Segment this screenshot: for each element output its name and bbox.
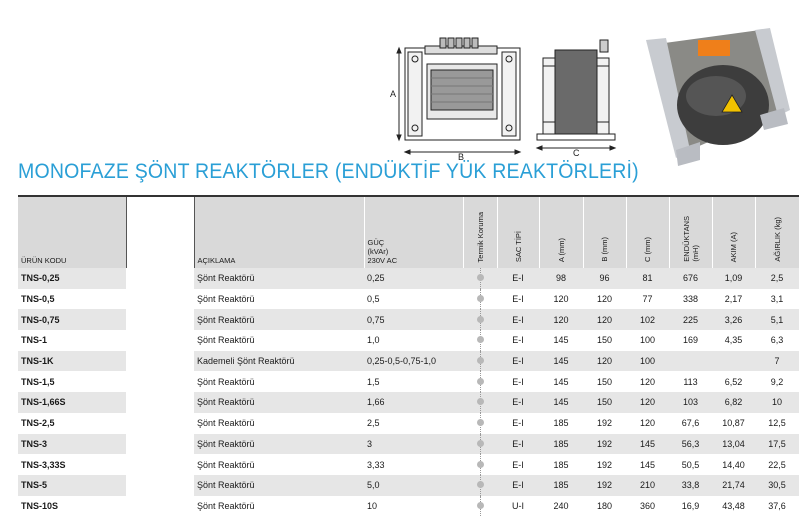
power-cell: 0,5 xyxy=(367,294,380,305)
description-cell: Şönt Reaktörü xyxy=(194,268,364,289)
dimension-a-cell: 185 xyxy=(539,475,583,496)
table-row xyxy=(18,371,811,392)
inductance-cell: 16,9 xyxy=(681,500,700,511)
thermal-protection-cell xyxy=(463,289,497,310)
header-a: A (mm) xyxy=(539,196,583,268)
header-desc: AÇIKLAMA xyxy=(194,196,364,268)
spacer-cell xyxy=(126,371,194,392)
inductance-cell: 169 xyxy=(682,335,699,346)
power-cell: 0,25-0,5-0,75-1,0 xyxy=(364,351,463,372)
dimension-c-cell: 120 xyxy=(639,418,656,429)
weight-cell: 37,6 xyxy=(768,500,786,511)
header-power-line3: 230V AC xyxy=(367,256,398,265)
dimension-c-cell: 100 xyxy=(626,351,669,372)
spacer-cell xyxy=(126,475,194,496)
thermal-protection-cell xyxy=(463,268,497,289)
product-code-cell: TNS-3,33S xyxy=(21,459,66,470)
dimension-label-b: B xyxy=(458,152,465,162)
dimension-b-cell: 192 xyxy=(583,475,626,496)
dimension-c-cell: 77 xyxy=(642,294,653,305)
current-cell: 6,52 xyxy=(724,376,743,387)
weight-cell: 9,2 xyxy=(770,376,784,387)
front-view-drawing xyxy=(397,38,520,154)
thermal-protection-dot-icon xyxy=(477,316,484,323)
weight-cell: 3,1 xyxy=(770,294,784,305)
sheet-type-cell: E-I xyxy=(512,376,524,387)
current-cell: 3,26 xyxy=(712,309,755,330)
dimension-c-cell: 100 xyxy=(639,335,656,346)
inductance-cell: 225 xyxy=(669,309,712,330)
power-cell: 5,0 xyxy=(364,475,463,496)
sheet-type-cell: E-I xyxy=(497,268,539,289)
weight-cell: 6,3 xyxy=(770,335,784,346)
sheet-type-cell: E-I xyxy=(512,459,524,470)
product-code-cell: TNS-1,66S xyxy=(18,392,126,413)
spacer-cell xyxy=(126,289,194,310)
dimension-b-cell: 192 xyxy=(596,418,613,429)
dimension-c-cell: 145 xyxy=(639,459,656,470)
inductance-cell: 50,5 xyxy=(681,459,700,470)
thermal-protection-dot-icon xyxy=(477,502,484,509)
sheet-type-cell: U-I xyxy=(512,500,524,511)
technical-drawings xyxy=(0,0,811,170)
thermal-protection-cell xyxy=(463,330,497,351)
dimension-b-cell: 150 xyxy=(583,392,626,413)
description-cell: Şönt Reaktörü xyxy=(197,500,255,511)
spacer-cell xyxy=(126,309,194,330)
spacer-cell xyxy=(126,392,194,413)
header-code: ÜRÜN KODU xyxy=(18,196,126,268)
weight-cell: 2,5 xyxy=(755,268,799,289)
current-cell: 6,82 xyxy=(712,392,755,413)
thermal-protection-dot-icon xyxy=(477,419,484,426)
product-code-cell: TNS-10S xyxy=(21,500,59,511)
spacer-cell xyxy=(126,454,194,475)
thermal-protection-cell xyxy=(463,413,497,434)
thermal-protection-cell xyxy=(463,475,497,496)
table-row xyxy=(18,392,811,413)
description-cell: Şönt Reaktörü xyxy=(197,459,255,470)
power-cell: 2,5 xyxy=(367,418,380,429)
power-cell: 1,0 xyxy=(367,335,380,346)
sheet-type-cell: E-I xyxy=(497,475,539,496)
dimension-label-a: A xyxy=(390,89,397,99)
dimension-b-cell: 192 xyxy=(596,459,613,470)
dimension-b-cell: 120 xyxy=(596,294,613,305)
header-thermal: Termik Koruma xyxy=(463,196,497,268)
header-sheet: SAC TİPİ xyxy=(497,196,539,268)
weight-cell: 30,5 xyxy=(755,475,799,496)
header-power-line1: GÜÇ xyxy=(367,238,385,247)
table-row xyxy=(18,496,811,517)
dimension-a-cell: 120 xyxy=(553,294,569,305)
description-cell: Kademeli Şönt Reaktörü xyxy=(194,351,364,372)
thermal-protection-dot-icon xyxy=(477,378,484,385)
dimension-b-cell: 192 xyxy=(583,434,626,455)
header-inductance: ENDÜKTANS(mH) xyxy=(669,196,712,268)
description-cell: Şönt Reaktörü xyxy=(197,418,255,429)
thermal-protection-dot-icon xyxy=(477,481,484,488)
inductance-cell xyxy=(669,351,712,372)
description-cell: Şönt Reaktörü xyxy=(194,475,364,496)
description-cell: Şönt Reaktörü xyxy=(194,434,364,455)
current-cell: 13,04 xyxy=(712,434,755,455)
dimension-b-cell: 120 xyxy=(583,351,626,372)
product-code-cell: TNS-1 xyxy=(21,335,48,346)
product-code-cell: TNS-1,5 xyxy=(21,376,55,387)
table-row xyxy=(18,475,811,496)
table-row xyxy=(18,268,811,289)
inductance-cell: 67,6 xyxy=(681,418,700,429)
dimension-c-cell: 81 xyxy=(626,268,669,289)
weight-cell: 10 xyxy=(755,392,799,413)
product-code-cell: TNS-5 xyxy=(18,475,126,496)
weight-cell: 17,5 xyxy=(755,434,799,455)
thermal-protection-dot-icon xyxy=(477,461,484,468)
product-code-cell: TNS-1K xyxy=(18,351,126,372)
spec-table xyxy=(18,195,811,516)
spacer-cell xyxy=(126,413,194,434)
inductance-cell: 676 xyxy=(669,268,712,289)
thermal-protection-dot-icon xyxy=(477,295,484,302)
power-cell: 10 xyxy=(367,500,378,511)
dimension-a-cell: 98 xyxy=(539,268,583,289)
header-power xyxy=(364,196,463,268)
dimension-b-cell: 150 xyxy=(596,376,613,387)
dimension-c-cell: 210 xyxy=(626,475,669,496)
table-row xyxy=(18,351,811,372)
dimension-a-cell: 145 xyxy=(553,335,569,346)
dimension-b-cell: 120 xyxy=(583,309,626,330)
header-c: C (mm) xyxy=(626,196,669,268)
thermal-protection-cell xyxy=(463,434,497,455)
current-cell: 10,87 xyxy=(722,418,745,429)
side-view-drawing xyxy=(537,40,615,150)
description-cell: Şönt Reaktörü xyxy=(197,294,255,305)
weight-cell: 5,1 xyxy=(755,309,799,330)
spacer-cell xyxy=(126,496,194,517)
header-spacer xyxy=(126,196,194,268)
spacer-cell xyxy=(126,330,194,351)
current-cell: 1,09 xyxy=(712,268,755,289)
inductance-cell: 56,3 xyxy=(669,434,712,455)
inductance-cell: 338 xyxy=(682,294,699,305)
thermal-protection-dot-icon xyxy=(477,440,484,447)
table-row xyxy=(18,330,811,351)
power-cell: 3,33 xyxy=(367,459,385,470)
product-code-cell: TNS-0,5 xyxy=(21,294,55,305)
power-cell: 0,75 xyxy=(364,309,463,330)
product-code-cell: TNS-2,5 xyxy=(21,418,55,429)
current-cell: 4,35 xyxy=(724,335,743,346)
current-cell: 2,17 xyxy=(724,294,743,305)
inductance-cell: 33,8 xyxy=(669,475,712,496)
power-cell: 1,5 xyxy=(367,376,380,387)
dimension-label-c: C xyxy=(573,148,580,158)
power-cell: 1,66 xyxy=(364,392,463,413)
power-cell: 0,25 xyxy=(364,268,463,289)
table-row xyxy=(18,413,811,434)
product-code-cell: TNS-3 xyxy=(18,434,126,455)
table-row xyxy=(18,289,811,310)
thermal-protection-dot-icon xyxy=(477,336,484,343)
dimension-a-cell: 185 xyxy=(539,434,583,455)
dimension-c-cell: 120 xyxy=(626,392,669,413)
thermal-protection-cell xyxy=(463,309,497,330)
current-cell: 14,40 xyxy=(722,459,745,470)
sheet-type-cell: E-I xyxy=(497,392,539,413)
thermal-protection-cell xyxy=(463,371,497,392)
description-cell: Şönt Reaktörü xyxy=(194,392,364,413)
dimension-b-cell: 150 xyxy=(596,335,613,346)
dimension-b-cell: 180 xyxy=(596,500,613,511)
dimension-c-cell: 360 xyxy=(639,500,656,511)
thermal-protection-dot-icon xyxy=(477,274,484,281)
inductance-cell: 113 xyxy=(683,376,698,387)
description-cell: Şönt Reaktörü xyxy=(197,376,255,387)
dimension-a-cell: 145 xyxy=(539,392,583,413)
thermal-protection-cell xyxy=(463,454,497,475)
page-title: MONOFAZE ŞÖNT REAKTÖRLER (ENDÜKTİF YÜK REAKTÖRLERİ) xyxy=(18,160,639,183)
header-b: B (mm) xyxy=(583,196,626,268)
spacer-cell xyxy=(126,434,194,455)
table-row xyxy=(18,309,811,330)
current-cell: 21,74 xyxy=(712,475,755,496)
dimension-a-cell: 185 xyxy=(553,459,569,470)
thermal-protection-cell xyxy=(463,392,497,413)
dimension-c-cell: 120 xyxy=(639,376,656,387)
spacer-cell xyxy=(126,268,194,289)
thermal-protection-cell xyxy=(463,496,497,517)
dimension-a-cell: 120 xyxy=(539,309,583,330)
current-cell: 43,48 xyxy=(722,500,745,511)
header-current: AKIM (A) xyxy=(712,196,755,268)
inductance-cell: 103 xyxy=(669,392,712,413)
weight-cell: 12,5 xyxy=(768,418,786,429)
current-cell xyxy=(712,351,755,372)
dimension-c-cell: 102 xyxy=(626,309,669,330)
weight-cell: 22,5 xyxy=(768,459,786,470)
thermal-protection-dot-icon xyxy=(477,398,484,405)
header-power-line2: (kVAr) xyxy=(367,247,389,256)
thermal-protection-dot-icon xyxy=(477,357,484,364)
power-cell: 3 xyxy=(364,434,463,455)
spacer-cell xyxy=(126,351,194,372)
dimension-a-cell: 240 xyxy=(553,500,569,511)
sheet-type-cell: E-I xyxy=(497,434,539,455)
table-row xyxy=(18,454,811,475)
product-code-cell: TNS-0,25 xyxy=(18,268,126,289)
description-cell: Şönt Reaktörü xyxy=(194,309,364,330)
table-row xyxy=(18,434,811,455)
dimension-a-cell: 185 xyxy=(553,418,569,429)
sheet-type-cell: E-I xyxy=(497,351,539,372)
thermal-protection-cell xyxy=(463,351,497,372)
sheet-type-cell: E-I xyxy=(512,418,524,429)
table-header-row xyxy=(18,196,811,268)
sheet-type-cell: E-I xyxy=(512,335,524,346)
dimension-b-cell: 96 xyxy=(583,268,626,289)
weight-cell: 7 xyxy=(755,351,799,372)
product-photo xyxy=(646,28,790,166)
sheet-type-cell: E-I xyxy=(497,309,539,330)
sheet-type-cell: E-I xyxy=(512,294,524,305)
dimension-a-cell: 145 xyxy=(553,376,569,387)
header-weight: AĞIRLIK (kg) xyxy=(755,196,799,268)
dimension-c-cell: 145 xyxy=(626,434,669,455)
product-code-cell: TNS-0,75 xyxy=(18,309,126,330)
dimension-a-cell: 145 xyxy=(539,351,583,372)
description-cell: Şönt Reaktörü xyxy=(197,335,255,346)
